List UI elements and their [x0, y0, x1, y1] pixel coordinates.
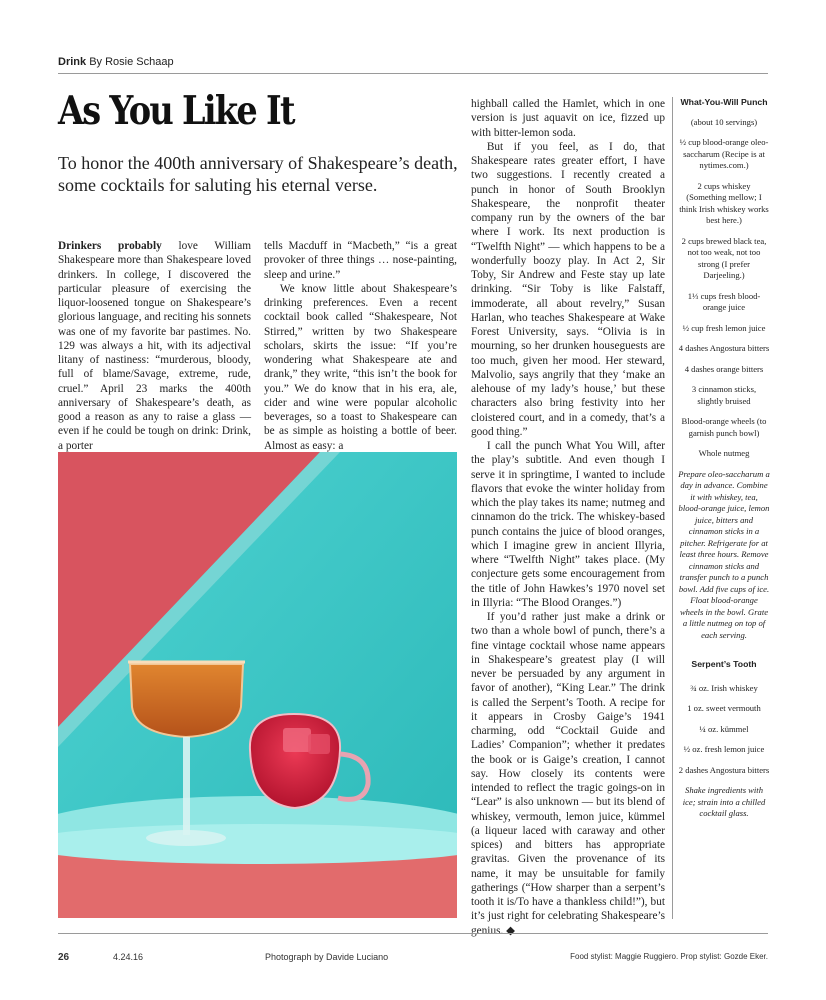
section-header [58, 56, 174, 68]
ingredient: Blood-orange wheels (to garnish punch bowl) [681, 416, 767, 438]
ice-cube [308, 734, 330, 754]
body-paragraph: If you’d rather just make a drink or two than a whole bowl of punch, there’s a fine vintage cocktail whose name appears in Shakespeare’s greatest play (I will never be persuaded by any argument in favor of another), “King Lear.” The drink is called the Serpent’s Tooth. A recipe for it appears in Crosby Gaige’s 1941 charming, odd “Cocktail Guide and Ladies’ Companion”; whether it predates the book or is Gaige’s creation, I cannot say. How closely its contents were intended to reflect the tragic goings-on in “Lear” is also unknown — but its blend of whiskey, vermouth, lemon juice, kümmel (a liqueur laced with caraway and other spices) and bitters has appropriate gravitas. Given the provenance of its name, it may be unsuitable for family gatherings (“How sharper than a serpent’s tooth it is/To have a thankless child!”), but it’s just right for celebrating Shakespeare’s genius. ◆ [471, 611, 665, 937]
recipe-yield: (about 10 servings) [690, 116, 758, 127]
headline: As You Like It [58, 88, 294, 134]
page-number: 26 [58, 952, 70, 963]
footer-rule [58, 933, 768, 934]
coupe-stem [183, 737, 190, 835]
recipe-title: What-You-Will Punch [680, 97, 768, 107]
body-paragraph: I call the punch What You Will, after the play’s subtitle. And even though I serve it in springtime, I wanted to include flavors that evoke the winter holiday from which the play takes its name; nutmeg and cinnamon do the trick. The whiskey-based punch contains the juice of blood oranges, which I imagine grew in ancient Illyria, where “Twelfth Night” takes place. (My conjecture gets some encouragement from the title of John Hawkes’s 1970 novel set in Illyria: “The Blood Oranges.”) [471, 440, 665, 609]
ingredient: 1 oz. sweet vermouth [687, 703, 761, 713]
ingredient: ¼ oz. kümmel [699, 723, 749, 734]
ingredient: 2 cups brewed black tea, not too weak, not too strong (I prefer Darjeeling.) [681, 235, 767, 280]
body-paragraph [58, 239, 251, 453]
body-column-1 [58, 239, 251, 453]
body-column-3 [471, 97, 665, 938]
dek: To honor the 400th anniversary of Shakespeare’s death, some cocktails for saluting his eternal verse. [58, 153, 458, 195]
coupe-base [146, 830, 226, 846]
lead-in: Drinkers probably [58, 240, 162, 252]
ingredient: 2 dashes Angostura bitters [678, 764, 770, 775]
column-rule [672, 97, 673, 919]
ingredient: 4 dashes orange bitters [684, 363, 764, 374]
ingredient: 1⅓ cups fresh blood-orange juice [687, 290, 761, 312]
section-name: Drink [58, 56, 87, 68]
tray-top [58, 824, 457, 864]
ingredient: Whole nutmeg [698, 448, 750, 458]
recipe-sidebar [678, 97, 770, 829]
photo-credit: Photograph by Davide Luciano [265, 952, 389, 962]
issue-date: 4.24.16 [113, 952, 144, 962]
body-column-2 [264, 239, 457, 453]
body-paragraph: highball called the Hamlet, which in one version is just aquavit on ice, fizzed up with bitter-lemon soda. [471, 98, 665, 139]
byline: By Rosie Schaap [89, 56, 174, 68]
recipe-title: Serpent’s Tooth [691, 659, 757, 669]
recipe-instructions: Shake ingredients with ice; strain into a chilled cocktail glass. [682, 785, 766, 818]
ingredient: 4 dashes Angostura bitters [678, 343, 770, 353]
body-paragraph: We know little about Shakespeare’s drinking preferences. Even a recent cocktail book called “Shakespeare, Not Stirred,” written by two Shakespeare scholars, skirts the issue: “If you’re wondering what Shakespeare ate and drank,” they write, “this isn’t the book for you.” We do know that in his era, ale, cider and wine were popular alcoholic beverages, so a toast to Shakespeare can be as simple as hoisting a bottle of beer. Almost as easy: a [264, 282, 457, 452]
ingredient: ½ cup fresh lemon juice [682, 322, 766, 333]
recipe-instructions: Prepare oleo-saccharum a day in advance. Combine it with whiskey, tea, blood-orange juice, lemon juice, bitters and cinnamon sticks in a pitcher. Refrigerate for at least three hours. Remove cinnamon sticks and transfer punch to a punch bowl. Add five cups of ice. Float blood-orange wheels in the bowl. Grate a little nutmeg on top of each serving. [678, 468, 770, 640]
ingredient: ½ oz. fresh lemon juice [683, 744, 765, 754]
cocktail-illustration [58, 452, 457, 918]
ingredient: ½ cup blood-orange oleo-saccharum (Recipe is at nytimes.com.) [679, 137, 769, 170]
body-paragraph: But if you feel, as I do, that Shakespeare rates greater effort, I have two suggestions. I recently created a punch in honor of South Brooklyn Shakespeare, the nonprofit theater company run by the owners of the bar where I work. Its next production is “Twelfth Night” — which happens to be a wonderfully boozy play. In Act 2, Sir Toby, Sir Andrew and Feste stay up late drinking. “Sir Toby is like Falstaff, immoderate, all about revelry,” Susan Harlan, who teaches Shakespeare at Wake Forest University, says. “Olivia is in mourning, so her drunken houseguests are too much, given her mood. Her steward, Malvolio, says angrily that they ‘make an alehouse of my lady’s house,’ but these characters also bring festivity into her cloistered court, and in a comedy, that’s a good thing.” [471, 140, 665, 438]
ingredient: 2 cups whiskey (Something mellow; I think Irish whiskey works best here.) [679, 180, 769, 225]
ice-cube [283, 728, 311, 752]
coupe-glass [130, 664, 243, 737]
cocktail-photo [58, 452, 457, 918]
body-text: love William Shakespeare more than Shakespeare loved drinkers. In college, I discovered the particular pleasure of exercising the liquor-loosened tongue on Shakespeare’s glorious language, and reciting his sonnets was one of my favorite bar pastimes. No. 129 was always a hit, with its adjectival litany of nastiness: “murderous, bloody, full of blame/Savage, extreme, rude, cruel.” April 23 marks the 400th anniversary of Shakespeare’s death, as good a reason as any to raise a glass — even if he could be tough on drink: Drink, a porter [58, 240, 251, 452]
ingredient: 3 cinnamon sticks, slightly bruised [691, 384, 757, 406]
ingredient: ¾ oz. Irish whiskey [690, 682, 758, 693]
stylist-credit: Food stylist: Maggie Ruggiero. Prop stylist: Gozde Eker. [570, 952, 768, 961]
header-rule [58, 73, 768, 74]
body-paragraph: tells Macduff in “Macbeth,” “is a great provoker of three things … nose-painting, sleep and urine.” [264, 240, 457, 281]
